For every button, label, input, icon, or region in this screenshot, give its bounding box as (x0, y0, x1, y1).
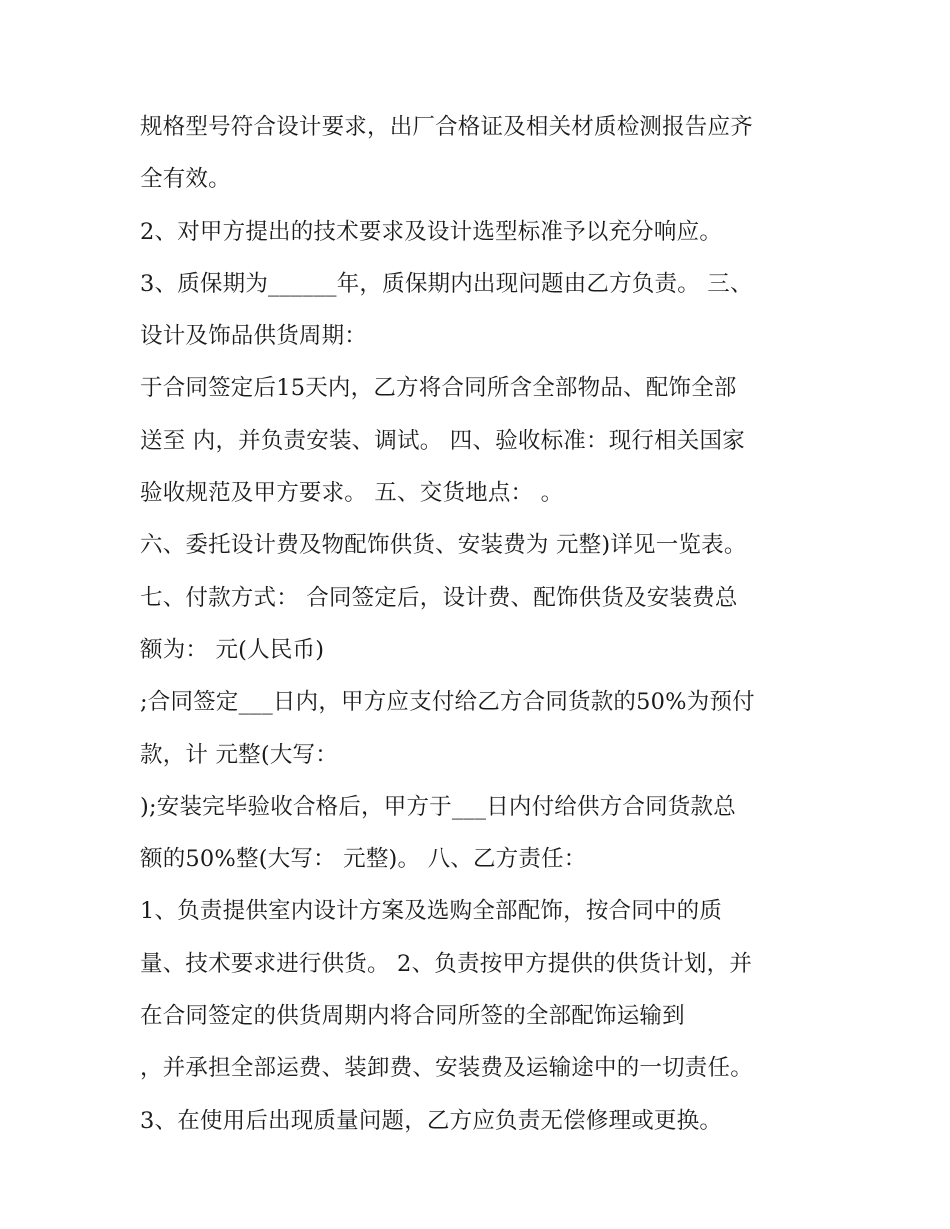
text-line: 2、对甲方提出的技术要求及设计选型标准予以充分响应。 (140, 218, 723, 245)
text-line: 额的50%整(大写： 元整)。 八、乙方责任： (140, 846, 587, 873)
contract-text-body (140, 101, 820, 1147)
text-line: );安装完毕验收合格后，甲方于___日内付给供方合同货款总 (140, 793, 736, 820)
text-line: 3、质保期为______年，质保期内出现问题由乙方负责。 三、 (140, 270, 753, 297)
text-line: 在合同签定的供货周期内将合同所签的全部配饰运输到 (140, 1003, 685, 1030)
text-line: 款，计 元整(大写： (140, 741, 338, 768)
text-line: 额为： 元(人民币) (140, 636, 325, 663)
text-line: 于合同签定后15天内，乙方将合同所含全部物品、配饰全部 (140, 375, 737, 402)
text-line: 验收规范及甲方要求。 五、交货地点： 。 (140, 480, 564, 507)
text-line: 规格型号符合设计要求，出厂合格证及相关材质检测报告应齐 (140, 114, 753, 140)
text-line: 七、付款方式： 合同签定后，设计费、配饰供货及安装费总 (140, 584, 738, 611)
text-line: 量、技术要求进行供货。 2、负责按甲方提供的供货计划，并 (140, 950, 753, 977)
text-line: 设计及饰品供货周期： (140, 323, 368, 350)
text-line: 3、在使用后出现质量问题，乙方应负责无偿修理或更换。 (140, 1107, 723, 1134)
text-line: 六、委托设计费及物配饰供货、安装费为 元整)详见一览表。 (140, 532, 747, 559)
text-line: ;合同签定___日内，甲方应支付给乙方合同货款的50%为预付 (140, 689, 755, 716)
text-line: 1、负责提供室内设计方案及选购全部配饰，按合同中的质 (140, 898, 723, 925)
text-line: 送至 内，并负责安装、调试。 四、验收标准：现行相关国家 (140, 427, 745, 454)
text-line: ，并承担全部运费、装卸费、安装费及运输途中的一切责任。 (140, 1055, 753, 1082)
text-line: 全有效。 (140, 166, 231, 193)
